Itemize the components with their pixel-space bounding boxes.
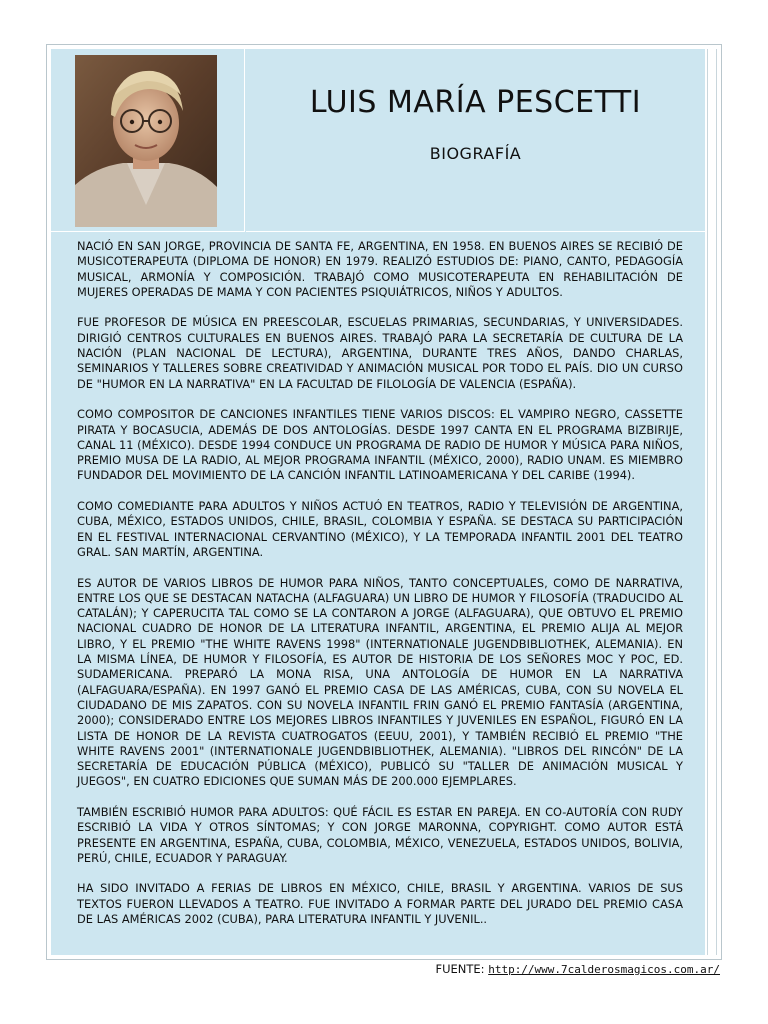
paragraph: COMO COMEDIANTE PARA ADULTOS Y NIÑOS ACTUÓ EN TEATROS, RADIO Y TELEVISIÓN DE ARGENTINA, CUBA, MÉXICO, ESTADOS UNIDOS, CHILE, BRASIL, COLOMBIA Y ESPAÑA. SE DESTACA SU PARTICIPACIÓN EN EL FESTIVAL INTERNACIONAL CERVANTINO (MÉXICO), Y LA TEMPORADA INFANTIL 2001 DEL TEATRO GRAL. SAN MARTÍN, ARGENTINA. [77,499,683,559]
paragraph: COMO COMPOSITOR DE CANCIONES INFANTILES TIENE VARIOS DISCOS: EL VAMPIRO NEGRO, CASSETTE PIRATA Y BOCASUCIA, ADEMÁS DE DOS ANTOLOGÍAS. DESDE 1997 CANTA EN EL PROGRAMA BIZBIRIJE, CANAL 11 (MÉXICO). DESDE 1994 CONDUCE UN PROGRAMA DE RADIO DE HUMOR Y MÚSICA PARA NIÑOS, PREMIO MUSA DE LA RADIO, AL MEJOR PROGRAMA INFANTIL (MÉXICO, 2000), RADIO UNAM. ES MIEMBRO FUNDADOR DEL MOVIMIENTO DE LA CANCIÓN INFANTIL LATINOAMERICANA Y DEL CARIBE (1994). [77,407,683,483]
paragraph: HA SIDO INVITADO A FERIAS DE LIBROS EN MÉXICO, CHILE, BRASIL Y ARGENTINA. VARIOS DE SUS TEXTOS FUERON LLEVADOS A TEATRO. FUE INVITADO A FORMAR PARTE DEL JURADO DEL PREMIO CASA DE LAS AMÉRICAS 2002 (CUBA), PARA LITERATURA INFANTIL Y JUVENIL.. [77,881,683,927]
biography-text [77,239,683,943]
title-cell [246,49,705,232]
page-subtitle: BIOGRAFÍA [429,144,522,163]
source-label: FUENTE: [435,962,489,976]
paragraph: TAMBIÉN ESCRIBIÓ HUMOR PARA ADULTOS: QUÉ FÁCIL ES ESTAR EN PAREJA. EN CO-AUTORÍA CON RUDY ESCRIBIÓ LA VIDA Y OTROS SÍNTOMAS; Y CON JORGE MARONNA, COPYRIGHT. COMO AUTOR ESTÁ PRESENTE EN ARGENTINA, ESPAÑA, CUBA, COLOMBIA, MÉXICO, VENEZUELA, ESTADOS UNIDOS, BOLIVIA, PERÚ, CHILE, ECUADOR Y PARAGUAY. [77,804,683,865]
biography-panel [51,49,705,955]
source-link[interactable]: http://www.7calderosmagicos.com.ar/ [488,963,720,976]
page-title: LUIS MARÍA PESCETTI [309,85,642,120]
paragraph: NACIÓ EN SAN JORGE, PROVINCIA DE SANTA FE, ARGENTINA, EN 1958. EN BUENOS AIRES SE RECIBIÓ DE MUSICOTERAPEUTA (DIPLOMA DE HONOR) EN 1979. REALIZÓ ESTUDIOS DE: PIANO, CANTO, PEDAGOGÍA MUSICAL, ARMONÍA Y COMPOSICIÓN. TRABAJÓ COMO MUSICOTERAPEUTA EN REHABILITACIÓN DE MUJERES OPERADAS DE MAMA Y CON PACIENTES PSIQUIÁTRICOS, NIÑOS Y ADULTOS. [77,239,683,299]
document-frame [46,44,722,960]
source-footer [435,962,720,976]
portrait-photo [75,55,217,227]
paragraph: ES AUTOR DE VARIOS LIBROS DE HUMOR PARA NIÑOS, TANTO CONCEPTUALES, COMO DE NARRATIVA, ENTRE LOS QUE SE DESTACAN NATACHA (ALFAGUARA) UN LIBRO DE HUMOR Y FILOSOFÍA (TRADUCIDO AL CATALÁN); Y CAPERUCITA TAL COMO SE LA CONTARON A JORGE (ALFAGUARA), QUE OBTUVO EL PREMIO NACIONAL CUADRO DE HONOR DE LA LITERATURA INFANTIL, ARGENTINA, EL PREMIO ALIJA AL MEJOR LIBRO, Y EL PREMIO "THE WHITE RAVENS 1998" (INTERNATIONALE JUGENDBIBLIOTHEK, ALEMANIA). EN LA MISMA LÍNEA, DE HUMOR Y FILOSOFÍA, ES AUTOR DE HISTORIA DE LOS SEÑORES MOC Y POC, ED. SUDAMERICANA. PREPARÓ LA MONA RISA, UNA ANTOLOGÍA DE HUMOR EN LA NARRATIVA (ALFAGUARA/ESPAÑA). EN 1997 GANÓ EL PREMIO CASA DE LAS AMÉRICAS, CUBA, CON SU NOVELA EL CIUDADANO DE MIS ZAPATOS. CON SU NOVELA INFANTIL FRIN GANÓ EL PREMIO FANTASÍA (ARGENTINA, 2000); CONSIDERADO ENTRE LOS MEJORES LIBROS INFANTILES Y JUVENILES EN ESPAÑOL, FIGURÓ EN LA LISTA DE HONOR DE LA REVISTA CUATROGATOS (EEUU, 2001), Y TAMBIÉN RECIBIÓ EL PREMIO "THE WHITE RAVENS 2001" (INTERNATIONALE JUGENDBIBLIOTHEK, ALEMANIA). "LIBROS DEL RINCÓN" DE LA SECRETARÍA DE EDUCACIÓN PÚBLICA (MÉXICO), PUBLICÓ SU "TALLER DE ANIMACIÓN MUSICAL Y JUEGOS", EN CUATRO EDICIONES QUE SUMAN MÁS DE 200.000 EJEMPLARES. [77,575,683,789]
right-border-strip [707,49,717,955]
photo-cell [51,49,245,232]
paragraph: FUE PROFESOR DE MÚSICA EN PREESCOLAR, ESCUELAS PRIMARIAS, SECUNDARIAS, Y UNIVERSIDADES. DIRIGIÓ CENTROS CULTURALES EN BUENOS AIRES. TRABAJÓ PARA LA SECRETARÍA DE CULTURA DE LA NACIÓN (PLAN NACIONAL DE LECTURA), ARGENTINA, DURANTE TRES AÑOS, DANDO CHARLAS, SEMINARIOS Y TALLERES SOBRE CREATIVIDAD Y ANIMACIÓN MUSICAL POR TODO EL PAÍS. DIO UN CURSO DE "HUMOR EN LA NARRATIVA" EN LA FACULTAD DE FILOLOGÍA DE VALENCIA (ESPAÑA). [77,315,683,391]
